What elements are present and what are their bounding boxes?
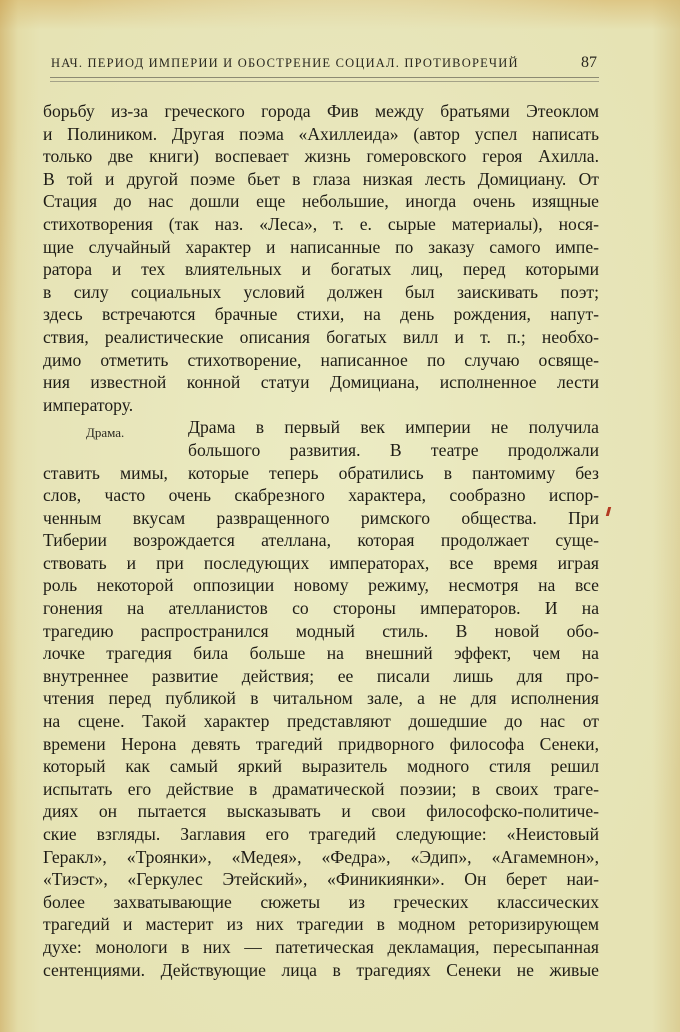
text-line: времени Нерона девять трагедий придворного философа Сенеки, [43, 733, 599, 754]
book-page [43, 54, 599, 981]
text-line: большого развития. В театре продолжали [188, 439, 599, 460]
text-line: Драма в первый век империи не получила [188, 417, 599, 438]
marginal-note-drama: Драма. [86, 425, 125, 441]
text-line: сентенциями. Действующие лица в трагедиях Сенеки не живые [43, 959, 599, 980]
running-title: НАЧ. ПЕРИОД ИМПЕРИИ И ОБОСТРЕНИЕ СОЦИАЛ. ПРОТИВОРЕЧИЙ [51, 56, 519, 70]
text-line: ствия, реалистические описания богатых вилл и т. п.; необхо- [43, 326, 599, 347]
text-line: внутреннее развитие действия; ее писали лишь для про- [43, 665, 599, 686]
text-line: «Тиэст», «Геркулес Этейский», «Финикиянки». Он берет наи- [43, 869, 599, 890]
stray-ink-mark [606, 507, 611, 516]
text-line: стихотворения (так наз. «Леса», т. е. сырые материалы), нося- [43, 213, 599, 234]
text-line: трагедию распространился модный стиль. В новой обо- [43, 620, 599, 641]
paragraph-poems [43, 100, 599, 416]
text-line: ратора и тех влиятельных и богатых лиц, перед которыми [43, 259, 599, 280]
text-line: Геракл», «Троянки», «Медея», «Федра», «Эдип», «Агамемнон», [43, 846, 599, 867]
text-line: трагедий и мастерит из них трагедии в модном реторизирующем [43, 914, 599, 935]
text-line: только две книги) воспевает жизнь гомеровского героя Ахилла. [43, 146, 599, 167]
text-line: лочке трагедия била больше на внешний эффект, чем на [43, 643, 599, 664]
text-line: испытать его действие в драматической поэзии; в своих траге- [43, 778, 599, 799]
text-line: ченным вкусам развращенного римского общества. При [43, 507, 599, 528]
text-line: слов, часто очень скабрезного характера, сообразно испор- [43, 485, 599, 506]
text-line: на сцене. Такой характер представляют дошедшие до нас от [43, 711, 599, 732]
text-line: ствовать и при последующих императорах, все время играя [43, 552, 599, 573]
text-line: роль некоторой оппозиции новому режиму, несмотря на все [43, 575, 599, 596]
text-line: В той и другой поэме бьет в глаза низкая лесть Домициану. От [43, 168, 599, 189]
section-drama [43, 416, 599, 981]
text-line: который как самый яркий выразитель модного стиля решил [43, 756, 599, 777]
header-rule [50, 77, 599, 82]
text-line: чтения перед публикой в читальном зале, а не для исполнения [43, 688, 599, 709]
text-line: императору. [43, 394, 134, 415]
running-header [43, 54, 599, 74]
text-line: и Полиником. Другая поэма «Ахиллеида» (автор успел написать [43, 123, 599, 144]
text-line: Тиберии возрождается ателлана, которая продолжает суще- [43, 530, 599, 551]
text-line: духе: монологи в них — патетическая декламация, пересыпанная [43, 936, 599, 957]
text-line: ния известной конной статуи Домициана, исполненное лести [43, 372, 599, 393]
text-line: гонения на ателланистов со стороны императоров. И на [43, 598, 599, 619]
text-line: более захватывающие сюжеты из греческих классических [43, 891, 599, 912]
text-line: ские взгляды. Заглавия его трагедий следующие: «Неистовый [43, 824, 599, 844]
page-number: 87 [581, 54, 597, 71]
text-line: димо отметить стихотворение, написанное по случаю освяще- [43, 349, 599, 370]
text-line: в силу социальных условий должен был заискивать поэт; [43, 281, 599, 302]
text-line: здесь встречаются брачные стихи, на день рождения, напут- [43, 304, 599, 325]
text-line: щие случайный характер и написанные по заказу самого импе- [43, 236, 599, 257]
text-line: диях он пытается высказывать и свои философско-политиче- [43, 801, 599, 822]
text-line: Стация до нас дошли еще небольшие, иногда очень изящные [43, 191, 599, 212]
body-text [43, 100, 599, 981]
text-line: борьбу из-за греческого города Фив между братьями Этеоклом [43, 101, 599, 121]
text-line: ставить мимы, которые теперь обратились в пантомиму без [43, 462, 599, 483]
